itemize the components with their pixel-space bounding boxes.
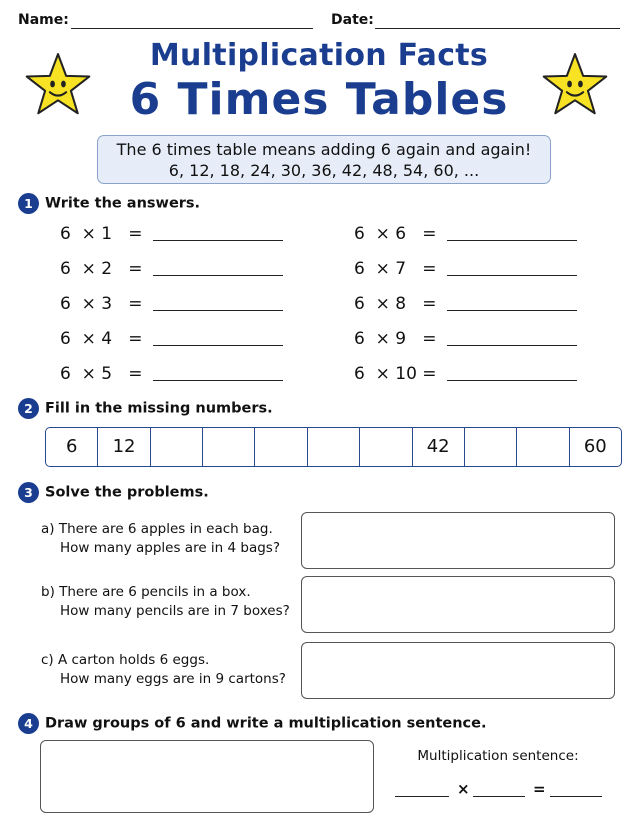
section-3-heading <box>18 482 209 504</box>
fact-equation: 6 × 6 = <box>354 224 437 244</box>
sentence-blank[interactable] <box>550 796 602 797</box>
name-label: Name: <box>18 12 69 28</box>
fact-row <box>354 327 584 353</box>
date-field[interactable] <box>375 28 620 29</box>
section-number-badge: 4 <box>18 713 39 734</box>
answer-blank[interactable] <box>153 380 283 381</box>
sequence-blank-cell[interactable] <box>255 428 307 466</box>
word-problem <box>41 520 280 558</box>
section-title: Solve the problems. <box>45 484 209 501</box>
answer-blank[interactable] <box>447 240 577 241</box>
fact-row <box>60 292 290 318</box>
fact-row <box>60 222 290 248</box>
fact-equation: 6 × 5 = <box>60 364 143 384</box>
fact-row <box>60 362 290 388</box>
problem-line-1: b) There are 6 pencils in a box. <box>41 584 251 600</box>
problem-line-1: a) There are 6 apples in each bag. <box>41 521 273 537</box>
sentence-blank[interactable] <box>473 796 525 797</box>
equals-sign: = <box>533 780 546 798</box>
name-field[interactable] <box>71 28 313 29</box>
sequence-cell: 60 <box>583 436 607 457</box>
info-box <box>97 135 551 184</box>
word-problem <box>41 651 286 689</box>
fact-row <box>354 257 584 283</box>
section-4-heading <box>18 713 487 735</box>
worksheet-title: Multiplication Facts <box>149 38 489 73</box>
sentence-blank[interactable] <box>395 796 449 797</box>
section-title: Write the answers. <box>45 195 201 212</box>
answer-blank[interactable] <box>153 240 283 241</box>
fact-equation: 6 × 1 = <box>60 224 143 244</box>
answer-box[interactable] <box>301 512 615 569</box>
sequence-blank-cell[interactable] <box>517 428 569 466</box>
problem-line-1: c) A carton holds 6 eggs. <box>41 652 210 668</box>
answer-blank[interactable] <box>153 275 283 276</box>
section-title: Draw groups of 6 and write a multiplication sentence. <box>45 715 487 732</box>
sequence-blank-cell[interactable] <box>360 428 412 466</box>
section-title: Fill in the missing numbers. <box>45 400 273 417</box>
word-problem <box>41 583 290 621</box>
fact-equation: 6 × 4 = <box>60 329 143 349</box>
fact-equation: 6 × 2 = <box>60 259 143 279</box>
sequence-blank-cell[interactable] <box>203 428 255 466</box>
date-label: Date: <box>331 12 374 28</box>
answer-blank[interactable] <box>447 380 577 381</box>
times-sign: × <box>457 780 470 798</box>
fact-equation: 6 × 10 = <box>354 364 437 384</box>
sentence-label: Multiplication sentence: <box>417 748 579 764</box>
fact-row <box>60 327 290 353</box>
fact-equation: 6 × 3 = <box>60 294 143 314</box>
drawing-box[interactable] <box>40 740 374 813</box>
problem-line-2: How many eggs are in 9 cartons? <box>60 671 286 687</box>
section-number-badge: 3 <box>18 482 39 503</box>
sequence-cell: 42 <box>413 428 465 466</box>
answer-blank[interactable] <box>447 345 577 346</box>
sequence-blank-cell[interactable] <box>465 428 517 466</box>
problem-line-2: How many pencils are in 7 boxes? <box>60 603 290 619</box>
section-number-badge: 2 <box>18 398 39 419</box>
fact-equation: 6 × 7 = <box>354 259 437 279</box>
fact-equation: 6 × 9 = <box>354 329 437 349</box>
section-1-heading <box>18 193 200 215</box>
answer-blank[interactable] <box>447 310 577 311</box>
info-line-2: 6, 12, 18, 24, 30, 36, 42, 48, 54, 60, ... <box>168 161 480 180</box>
fact-row <box>354 222 584 248</box>
section-2-heading <box>18 398 273 420</box>
answer-blank[interactable] <box>153 310 283 311</box>
multiplication-sentence <box>395 780 605 800</box>
fact-row <box>60 257 290 283</box>
info-line-1: The 6 times table means adding 6 again and again! <box>116 140 532 159</box>
answer-box[interactable] <box>301 576 615 633</box>
answer-blank[interactable] <box>153 345 283 346</box>
fact-row <box>354 362 584 388</box>
answer-box[interactable] <box>301 642 615 699</box>
sequence-cell: 6 <box>46 428 98 466</box>
worksheet-subtitle: 6 Times Tables <box>129 74 509 125</box>
sequence-blank-cell[interactable] <box>151 428 203 466</box>
answer-blank[interactable] <box>447 275 577 276</box>
worksheet-header <box>18 10 620 32</box>
sequence-blank-cell[interactable] <box>308 428 360 466</box>
number-sequence-row <box>45 427 622 467</box>
section-number-badge: 1 <box>18 193 39 214</box>
sequence-cell: 12 <box>98 428 150 466</box>
fact-row <box>354 292 584 318</box>
fact-equation: 6 × 8 = <box>354 294 437 314</box>
problem-line-2: How many apples are in 4 bags? <box>60 540 281 556</box>
